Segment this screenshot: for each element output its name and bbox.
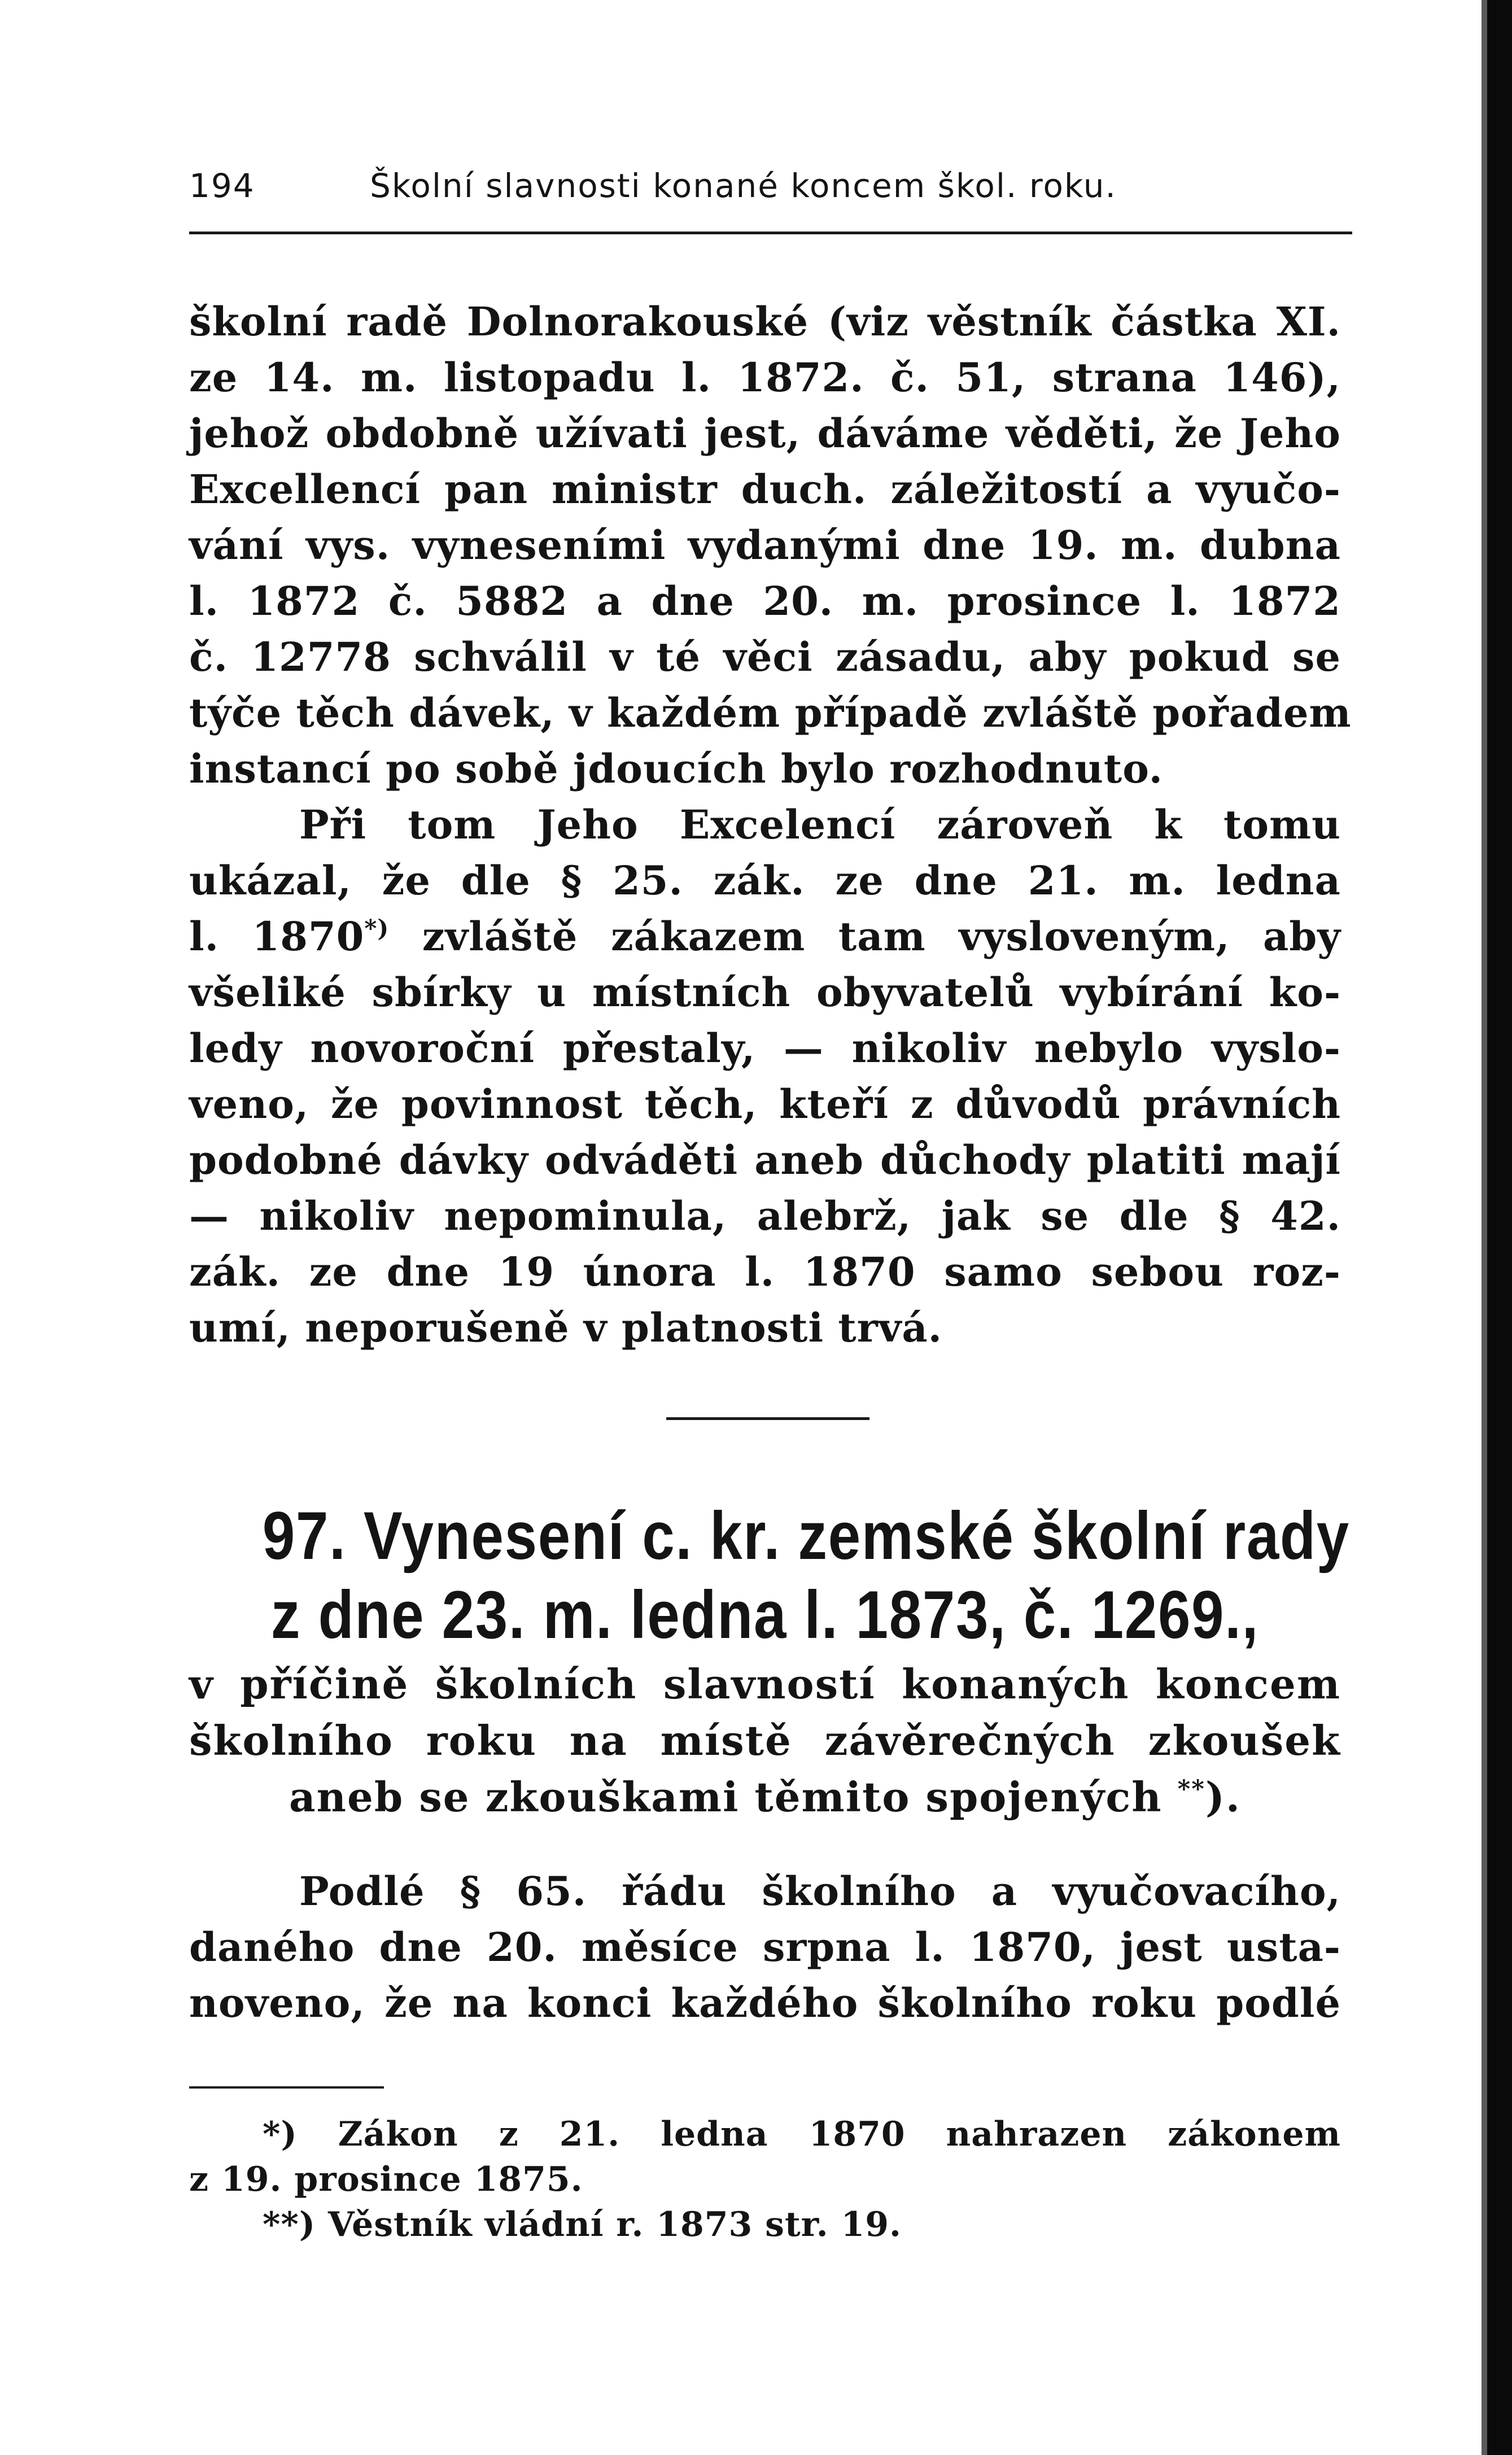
body-line: všeliké sbírky u místních obyvatelů vybírání ko-	[189, 969, 1341, 1016]
body-line	[189, 908, 1341, 964]
text-fragment: zvláště zákazem tam vysloveným, aby	[389, 913, 1341, 960]
footnote-1-continued: z 19. prosince 1875.	[189, 2160, 583, 2199]
section-title-line-2: z dne 23. m. ledna l. 1873, č. 1269.,	[270, 1577, 1260, 1653]
body-line: ukázal, že dle § 25. zák. ze dne 21. m. ledna	[189, 857, 1341, 904]
section-subtitle-line	[189, 1770, 1341, 1824]
body-line: podobné dávky odváděti aneb důchody platiti mají	[189, 1137, 1341, 1183]
footnote-1: *) Zákon z 21. ledna 1870 nahrazen zákonem	[263, 2115, 1341, 2154]
text-fragment: aneb se zkouškami těmito spojených	[289, 1773, 1163, 1821]
section-subtitle-line: v příčině školních slavností konaných koncem	[189, 1660, 1341, 1708]
footnote-marker: *)	[364, 914, 390, 942]
section-subtitle-line: školního roku na místě závěrečných zkoušek	[189, 1716, 1341, 1764]
body-line: zák. ze dne 19 února l. 1870 samo sebou roz-	[189, 1248, 1341, 1295]
scan-edge	[1487, 0, 1512, 2455]
body-line: instancí po sobě jdoucích bylo rozhodnuto.	[189, 745, 1164, 792]
body-line: Podlé § 65. řádu školního a vyučovacího,	[299, 1868, 1341, 1915]
body-line: umí, neporušeně v platnosti trvá.	[189, 1304, 943, 1351]
body-line: daného dne 20. měsíce srpna l. 1870, jest usta-	[189, 1924, 1341, 1971]
footnote-rule	[189, 2086, 384, 2089]
body-line: ze 14. m. listopadu l. 1872. č. 51, strana 146),	[189, 354, 1341, 401]
body-line: noveno, že na konci každého školního roku podlé	[189, 1980, 1341, 2026]
page-header	[189, 167, 1352, 217]
running-head: Školní slavnosti konané koncem škol. roku.	[370, 167, 1117, 205]
body-line: Excellencí pan ministr duch. záležitostí a vyučo-	[189, 466, 1341, 513]
body-line: Při tom Jeho Excelencí zároveň k tomu	[299, 801, 1341, 848]
body-line: — nikoliv nepominula, alebrž, jak se dle § 42.	[189, 1192, 1341, 1239]
footnote-marker: **	[1177, 1775, 1205, 1803]
text-fragment: ).	[1205, 1773, 1241, 1821]
footnote-2: **) Věstník vládní r. 1873 str. 19.	[263, 2205, 902, 2244]
text-fragment: l. 1870	[189, 913, 365, 960]
body-line: ledy novoroční přestaly, — nikoliv nebylo vyslo-	[189, 1025, 1341, 1072]
body-line: jehož obdobně užívati jest, dáváme věděti, že Jeho	[189, 410, 1341, 457]
paragraph-3	[189, 1863, 1341, 2031]
body-line: týče těch dávek, v každém případě zvláště pořadem	[189, 689, 1352, 736]
header-rule	[189, 231, 1352, 234]
section-title-line-1: 97. Vynesení c. kr. zemské školní rady	[262, 1498, 1350, 1574]
body-line: školní radě Dolnorakouské (viz věstník částka XI.	[189, 298, 1341, 345]
paragraph-1	[189, 294, 1352, 1356]
body-line: l. 1872 č. 5882 a dne 20. m. prosince l. 1872	[189, 578, 1341, 624]
page-number: 194	[189, 167, 255, 205]
body-line: veno, že povinnost těch, kteří z důvodů právních	[189, 1081, 1341, 1128]
body-line: vání vys. vyneseními vydanými dne 19. m. dubna	[189, 522, 1341, 569]
body-line: č. 12778 schválil v té věci zásadu, aby pokud se	[189, 634, 1341, 680]
scan-edge-shadow	[1482, 0, 1487, 2455]
section-divider	[666, 1417, 869, 1420]
